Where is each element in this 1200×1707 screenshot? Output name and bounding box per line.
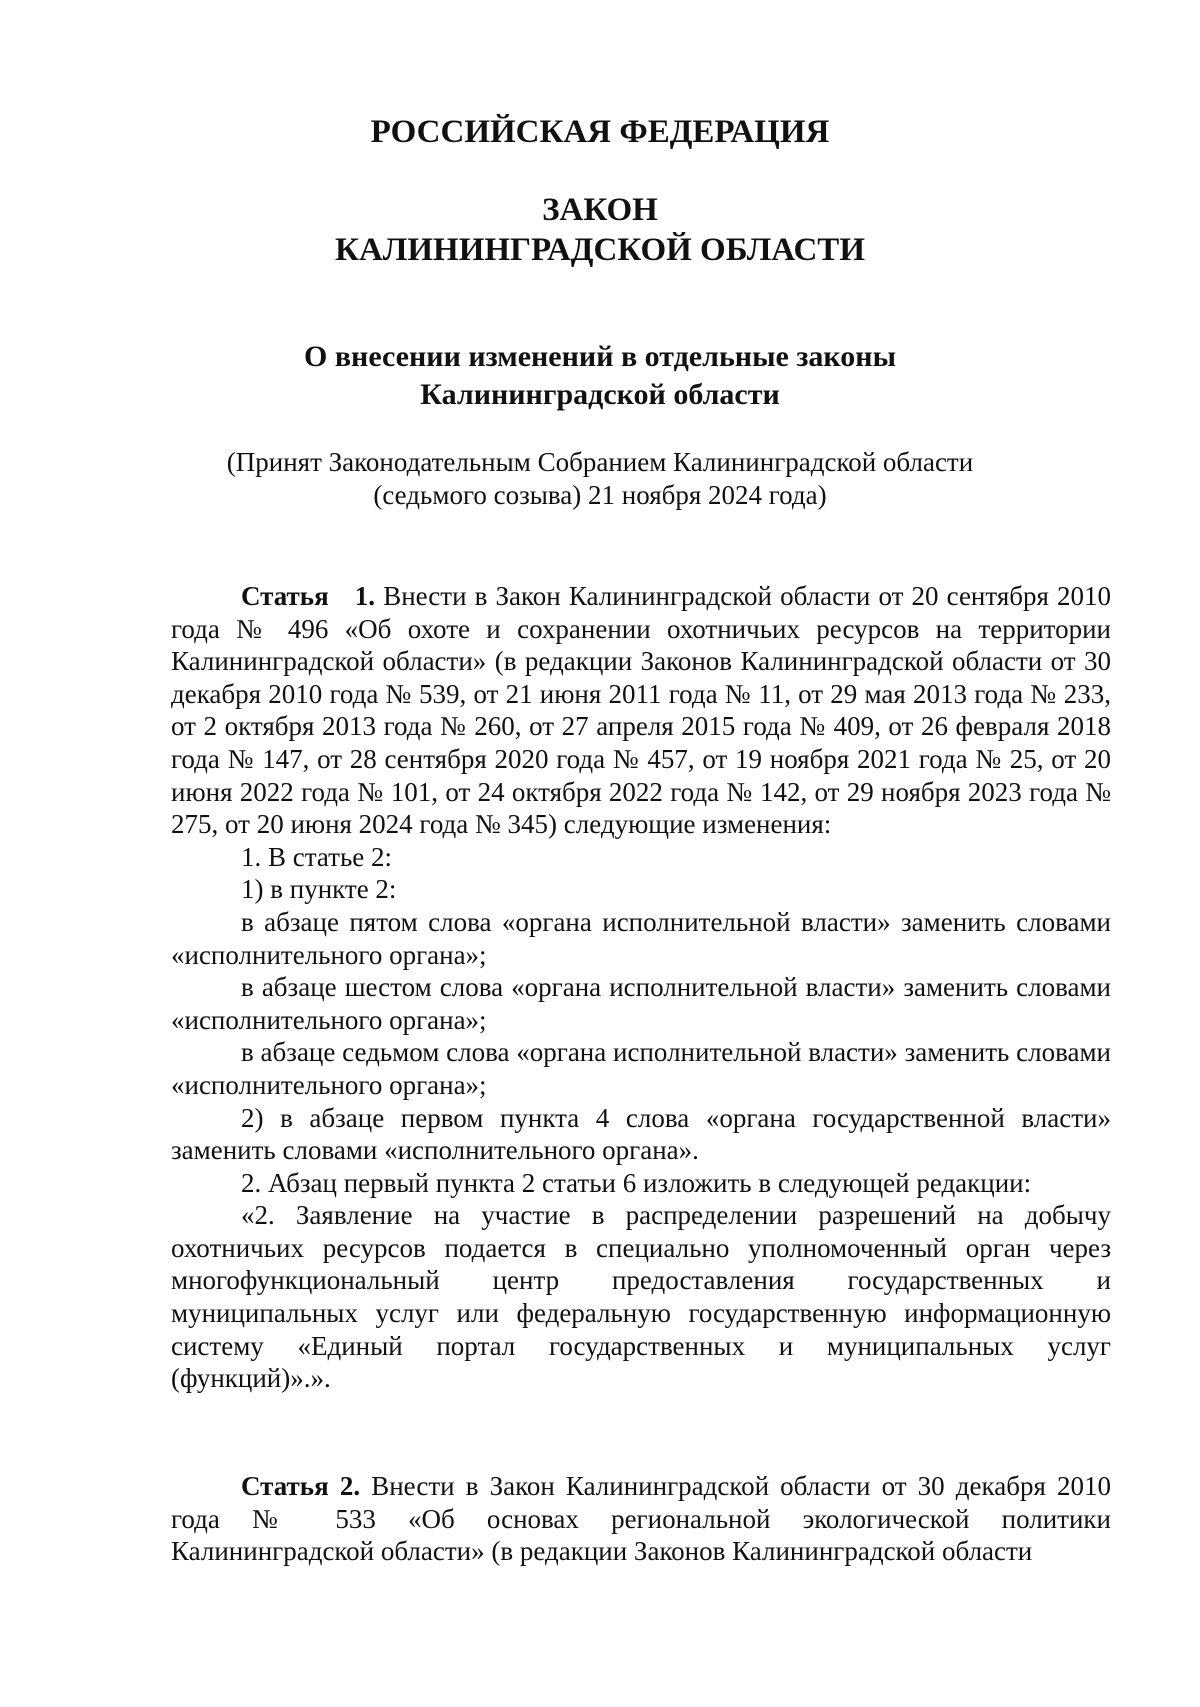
article-1-item: 2) в абзаце первом пункта 4 слова «органа государственной власти» заменить словами «исполнительного органа». <box>171 1102 1111 1166</box>
article-2 <box>171 1470 1111 1568</box>
article-1-intro <box>171 580 1111 841</box>
article-1-item: в абзаце пятом слова «органа исполнительной власти» заменить словами «исполнительного органа»; <box>171 906 1111 970</box>
article-1-item: в абзаце седьмом слова «органа исполнительной власти» заменить словами «исполнительного органа»; <box>171 1037 1111 1100</box>
law-subject-line-1: О внесении изменений в отдельные законы <box>304 340 896 373</box>
adoption-note-line-2: (седьмого созыва) 21 ноября 2024 года) <box>373 480 827 510</box>
law-subject-line-2: Калининградской области <box>420 378 780 411</box>
adoption-note <box>0 446 1200 512</box>
article-1-intro-text: Внести в Закон Калининградской области от 20 сентября 2010 года № 496 «Об охоте и сохранении охотничьих ресурсов на территории Калининградской области» (в редакции Законов Калининградской области от 30 декабря 2010 года № 539, от 21 июня 2011 года № 11, от 29 мая 2013 года № 233, от 2 октября 2013 года № 260, от 27 апреля 2015 года № 409, от 26 февраля 2018 года № 147, от 28 сентября 2020 года № 457, от 19 ноября 2021 года № 25, от 20 июня 2022 года № 101, от 24 октября 2022 года № 142, от 29 ноября 2023 года № 275, от 20 июня 2024 года № 345) следующие изменения: <box>171 581 1112 840</box>
article-2-intro <box>171 1470 1111 1568</box>
article-1-label: Статья 1. <box>241 581 376 611</box>
article-2-intro-text: Внести в Закон Калининградской области от 30 декабря 2010 года № 533 «Об основах региональной экологической политики Калининградской области» (в редакции Законов Калининградской области <box>171 1471 1111 1567</box>
article-1-item: 1. В статье 2: <box>241 841 393 872</box>
country-heading: РОССИЙСКАЯ ФЕДЕРАЦИЯ <box>370 114 830 150</box>
law-title-line-1: ЗАКОН <box>542 192 658 228</box>
law-subject <box>0 338 1200 414</box>
article-2-label: Статья 2. <box>241 1471 361 1501</box>
article-1-item: «2. Заявление на участие в распределении разрешений на добычу охотничьих ресурсов подается в специально уполномоченный орган через многофункциональный центр предоставления государственных и муниципальных услуг или федеральную государственную информационную систему «Единый портал государственных и муниципальных услуг (функций)».». <box>171 1200 1111 1394</box>
law-title-line-2: КАЛИНИНГРАДСКОЙ ОБЛАСТИ <box>335 232 865 268</box>
article-1-item: 2. Абзац первый пункта 2 статьи 6 изложить в следующей редакции: <box>241 1167 1032 1198</box>
article-1-item: 1) в пункте 2: <box>241 874 397 905</box>
article-1 <box>171 580 1111 1395</box>
adoption-note-line-1: (Принят Законодательным Собранием Калининградской области <box>226 447 974 477</box>
law-title <box>0 190 1200 270</box>
article-1-item: в абзаце шестом слова «органа исполнительной власти» заменить словами «исполнительного органа»; <box>171 972 1111 1035</box>
